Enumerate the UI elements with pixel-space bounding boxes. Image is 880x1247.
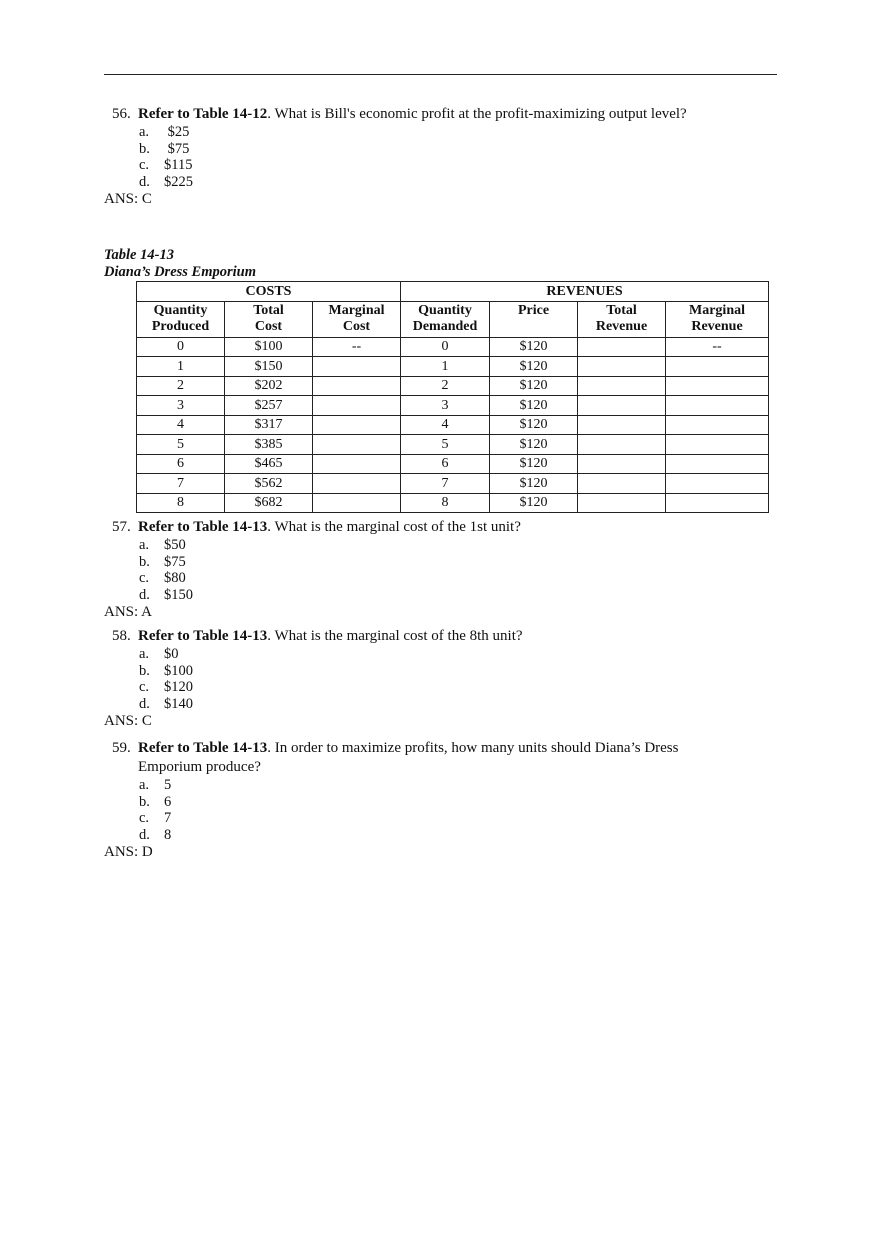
table-cell: 0: [401, 337, 490, 357]
option-c: c. 7: [139, 810, 172, 826]
question-number: 56.: [112, 106, 131, 122]
header-rule: [104, 74, 777, 75]
question-stem: [104, 739, 724, 777]
table-reference: Refer to Table 14-13: [138, 740, 268, 756]
table-cell: $120: [490, 474, 578, 494]
group-header-row: [137, 282, 769, 302]
table-cell: --: [313, 337, 401, 357]
option-b: b. $75: [139, 553, 186, 570]
table-cell: [666, 357, 769, 377]
table-cell: [578, 435, 666, 455]
table-cell: [578, 396, 666, 416]
table-row: [137, 376, 769, 396]
answer: ANS: D: [104, 844, 153, 860]
option-a: a. 5: [139, 777, 172, 793]
table-reference: Refer to Table 14-13: [138, 628, 268, 644]
option-list: [104, 124, 744, 190]
table-cell: --: [666, 337, 769, 357]
table-cell: [578, 376, 666, 396]
table-reference: Refer to Table 14-13: [138, 519, 268, 535]
table-row: [137, 474, 769, 494]
option-list: [104, 777, 724, 843]
option-list: [104, 646, 744, 712]
table-cell: 6: [401, 454, 490, 474]
option-c: c. $80: [139, 570, 186, 586]
option-b: b. $100: [139, 662, 193, 679]
table-cell: [578, 454, 666, 474]
table-label: Table 14-13: [104, 247, 174, 263]
table-cell: 6: [137, 454, 225, 474]
option-a: a. $50: [139, 537, 186, 553]
option-a: a. $25: [139, 124, 190, 140]
table-cell: $100: [225, 337, 313, 357]
col-header-total-revenue: Total Revenue: [578, 301, 666, 337]
table-cell: 7: [137, 474, 225, 494]
question-number: 57.: [112, 519, 131, 535]
table-cell: [313, 474, 401, 494]
table-cell: [313, 396, 401, 416]
option-b: b. $75: [139, 140, 190, 157]
table-cell: 3: [137, 396, 225, 416]
table-cell: $120: [490, 357, 578, 377]
table-cell: 7: [401, 474, 490, 494]
table-cell: $120: [490, 454, 578, 474]
option-list: [104, 537, 744, 603]
table-cell: [578, 357, 666, 377]
table-reference: Refer to Table 14-12: [138, 106, 268, 122]
table-cell: $120: [490, 415, 578, 435]
table-cell: [666, 415, 769, 435]
question-56: [104, 105, 744, 208]
table-cell: $202: [225, 376, 313, 396]
table-cell: [313, 415, 401, 435]
question-57: [104, 518, 744, 621]
answer: ANS: A: [104, 604, 152, 620]
table-cell: 8: [137, 493, 225, 513]
table-cell: $317: [225, 415, 313, 435]
col-header-quantity-produced: Quantity Produced: [137, 301, 225, 337]
question-stem: [104, 518, 744, 537]
option-c: c. $115: [139, 157, 193, 173]
table-cell: $465: [225, 454, 313, 474]
table-cell: $150: [225, 357, 313, 377]
table-cell: 2: [137, 376, 225, 396]
table-cell: 2: [401, 376, 490, 396]
table-row: [137, 396, 769, 416]
table-cell: [313, 493, 401, 513]
table-cell: $120: [490, 337, 578, 357]
table-cell: [666, 454, 769, 474]
table-cell: $120: [490, 376, 578, 396]
table-cell: $120: [490, 396, 578, 416]
table-cell: [666, 474, 769, 494]
question-59: [104, 739, 724, 861]
table-cell: [578, 493, 666, 513]
table-row: [137, 435, 769, 455]
table-cell: [313, 435, 401, 455]
question-number: 59.: [112, 740, 131, 756]
table-cell: [666, 376, 769, 396]
table-row: [137, 493, 769, 513]
table-row: [137, 357, 769, 377]
table-row: [137, 415, 769, 435]
question-text: . What is Bill's economic profit at the profit-maximizing output level?: [267, 106, 687, 122]
option-d: d. $150: [139, 586, 193, 603]
table-cell: 4: [401, 415, 490, 435]
col-header-marginal-cost: Marginal Cost: [313, 301, 401, 337]
table-cell: [666, 493, 769, 513]
table-cell: [313, 376, 401, 396]
table-row: [137, 454, 769, 474]
table-row: [137, 337, 769, 357]
option-d: d. $225: [139, 173, 193, 190]
col-header-total-cost: Total Cost: [225, 301, 313, 337]
table-cell: 4: [137, 415, 225, 435]
col-header-marginal-revenue: Marginal Revenue: [666, 301, 769, 337]
table-cell: [578, 474, 666, 494]
table-cell: 0: [137, 337, 225, 357]
table-cell: 1: [137, 357, 225, 377]
table-cell: 1: [401, 357, 490, 377]
option-c: c. $120: [139, 679, 193, 695]
revenues-group-header: REVENUES: [401, 282, 769, 302]
table-cell: $120: [490, 435, 578, 455]
col-header-price: Price: [490, 301, 578, 337]
table-cell: $257: [225, 396, 313, 416]
option-b: b. 6: [139, 793, 172, 810]
table-title: Diana’s Dress Emporium: [104, 264, 257, 280]
table-cell: $120: [490, 493, 578, 513]
table-cell: [666, 396, 769, 416]
table-cell: [578, 415, 666, 435]
question-number: 58.: [112, 628, 131, 644]
option-d: d. $140: [139, 695, 193, 712]
col-header-quantity-demanded: Quantity Demanded: [401, 301, 490, 337]
option-a: a. $0: [139, 646, 179, 662]
question-58: [104, 627, 744, 730]
question-text: . In order to maximize profits, how many units should Diana’s Dress Emporium produce?: [138, 740, 679, 775]
costs-group-header: COSTS: [137, 282, 401, 302]
answer: ANS: C: [104, 191, 152, 207]
question-stem: [104, 627, 744, 646]
table-cell: 5: [137, 435, 225, 455]
table-cell: $562: [225, 474, 313, 494]
table-cell: [666, 435, 769, 455]
table-cell: $682: [225, 493, 313, 513]
table-cell: 3: [401, 396, 490, 416]
question-text: . What is the marginal cost of the 1st unit?: [267, 519, 521, 535]
question-text: . What is the marginal cost of the 8th unit?: [267, 628, 523, 644]
table-cell: 8: [401, 493, 490, 513]
table-cell: 5: [401, 435, 490, 455]
table-cell: $385: [225, 435, 313, 455]
option-d: d. 8: [139, 826, 172, 843]
question-stem: [104, 105, 744, 124]
table-cell: [578, 337, 666, 357]
table-cell: [313, 357, 401, 377]
cost-revenue-table: [136, 281, 769, 513]
answer: ANS: C: [104, 713, 152, 729]
column-header-row: [137, 301, 769, 337]
table-cell: [313, 454, 401, 474]
